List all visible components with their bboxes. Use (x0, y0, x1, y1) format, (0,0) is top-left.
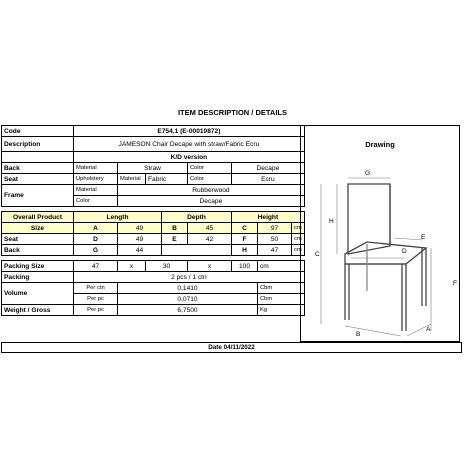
dim-b-label: B (162, 223, 188, 234)
dim-f-unit: cm (292, 234, 305, 245)
dim-h-label: H (232, 245, 258, 256)
weight-per-pc-label: Per pc (74, 305, 118, 316)
drawing-label-a: A (426, 326, 431, 333)
frame-color-label: Color (74, 196, 118, 207)
description-label: Description (2, 137, 74, 152)
kd-version: K/D version (74, 152, 305, 163)
dim-c-value: 97 (258, 223, 292, 234)
drawing-label-e: E (421, 234, 426, 241)
packing-value: 2 pcs / 1 ctn (74, 272, 305, 283)
frame-material: Rubberwood (118, 185, 305, 196)
drawing-panel (300, 125, 460, 342)
seat-material: Fabric (146, 174, 188, 185)
length-header: Length (74, 212, 162, 223)
drawing-title: Drawing (365, 140, 395, 149)
dim-a-label: A (74, 223, 118, 234)
dim-h-unit: cm (292, 245, 305, 256)
dim-f-value: 50 (258, 234, 292, 245)
drawing-label-g: G (365, 170, 371, 177)
packing-size-v3: 100 (232, 261, 258, 272)
volume-label: Volume (2, 283, 74, 305)
packing-size-unit: cm (258, 261, 305, 272)
dim-d-value: 49 (118, 234, 162, 245)
drawing-label-h: H (329, 218, 334, 225)
seat-upholstery-label: Upholstery (74, 174, 118, 185)
back-color-label: Color (188, 163, 232, 174)
back-label: Back (2, 163, 74, 174)
chair-outline (345, 184, 426, 331)
volume-pc-value: 0,0710 (118, 294, 258, 305)
packing-size-x2: x (188, 261, 232, 272)
description-value: JAMESON Chair Decape with straw/Fabric Ecru (74, 137, 305, 152)
weight-unit: Kg (258, 305, 305, 316)
packing-size-label: Packing Size (2, 261, 74, 272)
frame-label: Frame (2, 185, 74, 207)
drawing-label-f: F (453, 280, 457, 287)
footer-date: Date 04/11/2022 (1, 342, 462, 353)
volume-pc-unit: Cbm (258, 294, 305, 305)
chair-seat (345, 242, 426, 264)
frame-material-label: Material (74, 185, 118, 196)
drawing-label-d: D (402, 248, 407, 255)
seat-material-label: Material (118, 174, 146, 185)
dim-d-label: D (74, 234, 118, 245)
packing-size-x1: x (118, 261, 146, 272)
volume-per-pc-label: Per pc (74, 294, 118, 305)
frame-color: Decape (118, 196, 305, 207)
dim-e-label: E (162, 234, 188, 245)
dim-g-value: 44 (118, 245, 162, 256)
back-material: Straw (118, 163, 188, 174)
dim-g-label: G (74, 245, 118, 256)
volume-ctn-unit: Cbm (258, 283, 305, 294)
back-color: Decape (232, 163, 305, 174)
height-header: Height (232, 212, 305, 223)
packing-size-v1: 47 (74, 261, 118, 272)
dim-e-value: 42 (188, 234, 232, 245)
page-title: ITEM DESCRIPTION / DETAILS (177, 108, 288, 117)
back-material-label: Material (74, 163, 118, 174)
drawing-label-c: C (315, 251, 320, 258)
weight-label: Weight / Gross (2, 305, 74, 316)
dim-a-value: 49 (118, 223, 162, 234)
code-label: Code (2, 126, 74, 137)
drawing-label-b: B (356, 331, 361, 338)
chair-drawing (301, 126, 461, 343)
back-dims-label: Back (2, 245, 74, 256)
dim-h-value: 47 (258, 245, 292, 256)
code-value: E754,1 (E-00019872) (74, 126, 305, 137)
seat-label: Seat (2, 174, 74, 185)
overall-size-label-1: Overall Product (2, 212, 74, 223)
volume-ctn-value: 0,1410 (118, 283, 258, 294)
volume-per-ctn-label: Per ctn (74, 283, 118, 294)
dim-c-unit: cm (292, 223, 305, 234)
dim-c-label: C (232, 223, 258, 234)
overall-size-label-2: Size (2, 223, 74, 234)
spec-table (1, 125, 305, 316)
dim-f-label: F (232, 234, 258, 245)
packing-size-v2: 30 (146, 261, 188, 272)
depth-header: Depth (162, 212, 232, 223)
packing-label: Packing (2, 272, 74, 283)
seat-color: Ecru (232, 174, 305, 185)
dim-b-value: 45 (188, 223, 232, 234)
weight-value: 6,7500 (118, 305, 258, 316)
seat-color-label: Color (188, 174, 232, 185)
seat-dims-label: Seat (2, 234, 74, 245)
